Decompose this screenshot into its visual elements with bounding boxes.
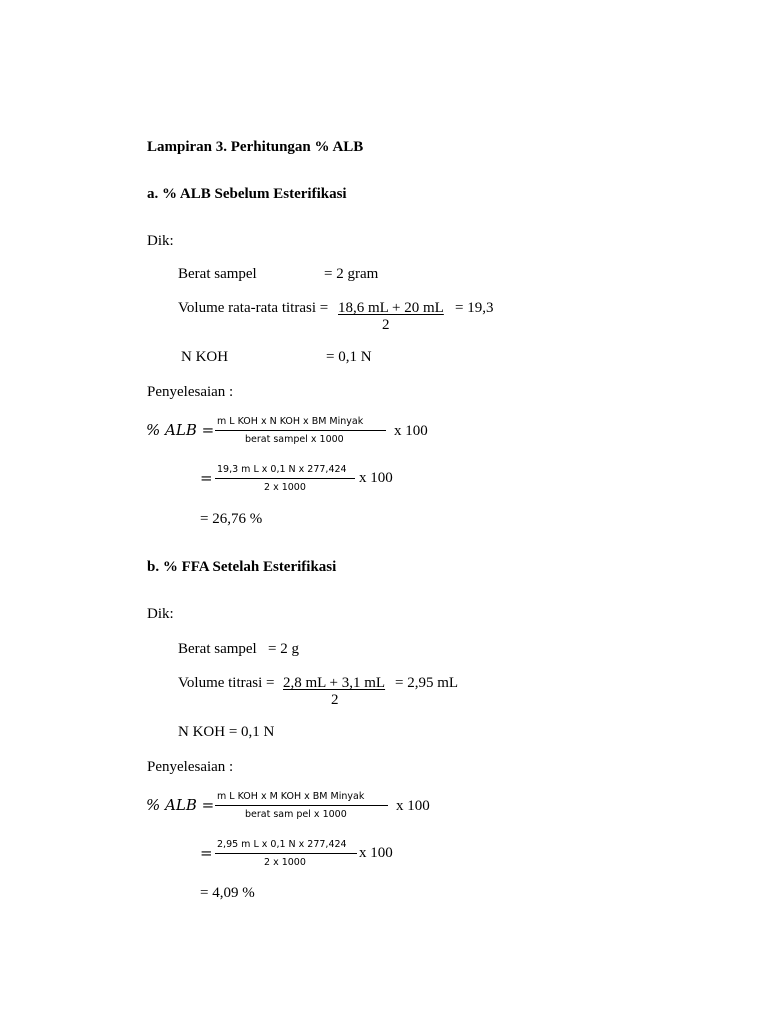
- section-b-heading: b. % FFA Setelah Esterifikasi: [147, 559, 337, 575]
- section-b-formula-lhs: % ALB =: [146, 796, 215, 814]
- section-a-calc-denominator: 2 x 1000: [264, 482, 306, 493]
- section-b-penyelesaian-label: Penyelesaian :: [147, 759, 234, 775]
- section-b-dik-label: Dik:: [147, 606, 174, 622]
- section-b-volume-label: Volume titrasi =: [178, 675, 275, 691]
- section-a-calc-eq: =: [200, 469, 213, 487]
- section-b-formula-tail: x 100: [396, 798, 430, 814]
- section-a-volume-result: = 19,3: [455, 300, 494, 316]
- section-a-volume-label: Volume rata-rata titrasi =: [178, 300, 329, 316]
- section-b-volume-result: = 2,95 mL: [395, 675, 459, 691]
- section-a-formula-numerator: m L KOH x N KOH x BM Minyak: [217, 416, 364, 427]
- section-b-calc-denominator: 2 x 1000: [264, 857, 306, 868]
- page-title: Lampiran 3. Perhitungan % ALB: [147, 139, 364, 155]
- section-b-calc-tail: x 100: [359, 845, 393, 861]
- section-a-formula-bar: [215, 430, 386, 431]
- section-a-formula-tail: x 100: [394, 423, 428, 439]
- section-b-formula-bar: [215, 805, 388, 806]
- section-b-berat-value: = 2 g: [268, 641, 299, 657]
- section-a-penyelesaian-label: Penyelesaian :: [147, 384, 234, 400]
- section-b-calc-bar: [215, 853, 357, 854]
- section-a-formula-lhs: % ALB =: [146, 421, 215, 439]
- section-b-volume-denominator: 2: [331, 692, 339, 708]
- section-a-volume-denominator: 2: [382, 317, 390, 333]
- section-a-nkoh-value: = 0,1 N: [326, 349, 372, 365]
- section-a-formula-denominator: berat sampel x 1000: [245, 434, 344, 445]
- section-b-berat-label: Berat sampel: [178, 641, 257, 657]
- section-a-calc-numerator: 19,3 m L x 0,1 N x 277,424: [217, 464, 347, 475]
- section-a-dik-label: Dik:: [147, 233, 174, 249]
- section-b-calc-eq: =: [200, 844, 213, 862]
- section-a-heading: a. % ALB Sebelum Esterifikasi: [147, 186, 347, 202]
- section-a-nkoh-label: N KOH: [181, 349, 229, 365]
- section-a-result: = 26,76 %: [200, 511, 263, 527]
- section-b-formula-denominator: berat sam pel x 1000: [245, 809, 347, 820]
- section-a-berat-value: = 2 gram: [324, 266, 379, 282]
- section-a-berat-label: Berat sampel: [178, 266, 257, 282]
- section-b-formula-numerator: m L KOH x M KOH x BM Minyak: [217, 791, 365, 802]
- section-b-result: = 4,09 %: [200, 885, 255, 901]
- section-a-calc-bar: [215, 478, 355, 479]
- section-a-calc-tail: x 100: [359, 470, 393, 486]
- section-b-volume-numerator: 2,8 mL + 3,1 mL: [283, 675, 386, 691]
- section-b-calc-numerator: 2,95 m L x 0,1 N x 277,424: [217, 839, 347, 850]
- section-a-volume-numerator: 18,6 mL + 20 mL: [338, 300, 444, 316]
- section-b-nkoh: N KOH = 0,1 N: [178, 724, 275, 740]
